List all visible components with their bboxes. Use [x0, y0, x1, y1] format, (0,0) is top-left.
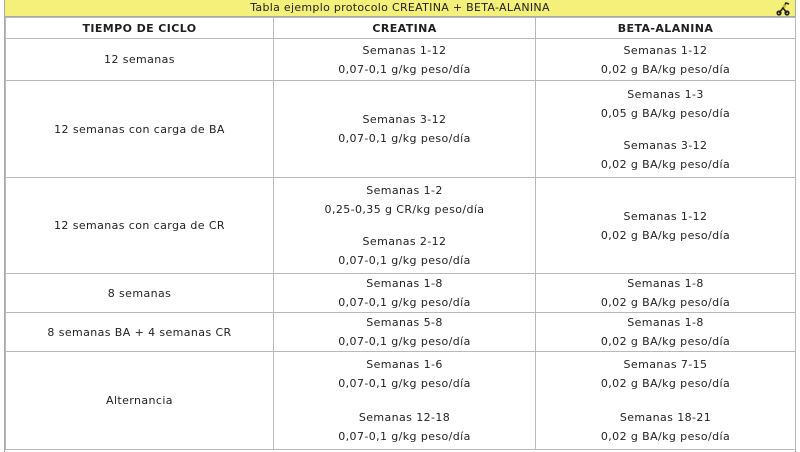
- creatina-dose: 0,07-0,1 g/kg peso/día: [338, 430, 471, 443]
- spacer: [274, 393, 535, 408]
- creatina-cell: [274, 178, 536, 274]
- protocol-table: [5, 17, 796, 450]
- cycle-cell: 12 semanas con carga de BA: [6, 81, 274, 178]
- beta-weeks: Semanas 7-15: [623, 358, 708, 371]
- cycle-cell: 12 semanas con carga de CR: [6, 178, 274, 274]
- table-row: [6, 39, 796, 81]
- scooter-icon[interactable]: [775, 1, 791, 17]
- table-row: [6, 81, 796, 178]
- table-header-row: [6, 18, 796, 39]
- creatina-weeks: Semanas 3-12: [362, 113, 447, 126]
- creatina-dose: 0,07-0,1 g/kg peso/día: [338, 335, 471, 348]
- creatina-dose: 0,07-0,1 g/kg peso/día: [338, 62, 471, 76]
- beta-dose: 0,02 g BA/kg peso/día: [600, 335, 731, 348]
- beta-cell: [536, 313, 796, 352]
- creatina-weeks: Semanas 2-12: [362, 235, 447, 248]
- creatina-cell: [274, 274, 536, 313]
- beta-cell: [536, 81, 796, 178]
- beta-cell: [536, 39, 796, 81]
- creatina-dose: 0,07-0,1 g/kg peso/día: [338, 377, 471, 390]
- beta-cell: [536, 178, 796, 274]
- creatina-dose: 0,07-0,1 g/kg peso/día: [338, 254, 471, 267]
- table-row: [6, 313, 796, 352]
- header-beta-alanina: BETA-ALANINA: [536, 18, 796, 39]
- beta-cell: [536, 352, 796, 450]
- beta-weeks: Semanas 1-8: [627, 277, 704, 290]
- creatina-cell: [274, 81, 536, 178]
- creatina-dose: 0,25-0,35 g CR/kg peso/día: [324, 203, 485, 216]
- creatina-dose: 0,07-0,1 g/kg peso/día: [338, 132, 471, 145]
- table-row: [6, 352, 796, 450]
- creatina-cell: [274, 313, 536, 352]
- cycle-cell: 12 semanas: [6, 39, 274, 81]
- cycle-cell: 8 semanas: [6, 274, 274, 313]
- cycle-cell: Alternancia: [6, 352, 274, 450]
- beta-weeks: Semanas 1-12: [623, 43, 708, 57]
- table-title: [5, 0, 795, 17]
- beta-dose: 0,02 g BA/kg peso/día: [600, 377, 731, 390]
- beta-dose: 0,02 g BA/kg peso/día: [600, 296, 731, 309]
- beta-weeks: Semanas 18-21: [619, 411, 712, 424]
- spacer: [536, 393, 795, 408]
- table-row: [6, 178, 796, 274]
- cycle-cell: 8 semanas BA + 4 semanas CR: [6, 313, 274, 352]
- beta-dose: 0,02 g BA/kg peso/día: [600, 157, 731, 171]
- beta-dose: 0,02 g BA/kg peso/día: [600, 62, 731, 76]
- table-title-text: Tabla ejemplo protocolo CREATINA + BETA-ALANINA: [250, 1, 550, 14]
- creatina-cell: [274, 39, 536, 81]
- beta-dose: 0,02 g BA/kg peso/día: [600, 228, 731, 242]
- creatina-dose: 0,07-0,1 g/kg peso/día: [338, 296, 471, 309]
- header-cycle: TIEMPO DE CICLO: [6, 18, 274, 39]
- creatina-weeks: Semanas 1-6: [366, 358, 443, 371]
- creatina-weeks: Semanas 5-8: [366, 316, 443, 329]
- creatina-weeks: Semanas 1-12: [362, 43, 447, 57]
- creatina-weeks: Semanas 1-2: [366, 184, 443, 197]
- beta-weeks: Semanas 1-3: [627, 87, 704, 101]
- beta-weeks: Semanas 3-12: [623, 138, 708, 152]
- table-row: [6, 274, 796, 313]
- beta-dose: 0,05 g BA/kg peso/día: [600, 106, 731, 120]
- creatina-cell: [274, 352, 536, 450]
- beta-weeks: Semanas 1-8: [627, 316, 704, 329]
- spacer: [536, 123, 795, 136]
- beta-cell: [536, 274, 796, 313]
- beta-weeks: Semanas 1-12: [623, 209, 708, 223]
- creatina-weeks: Semanas 12-18: [358, 411, 451, 424]
- header-creatina: CREATINA: [274, 18, 536, 39]
- spacer: [274, 219, 535, 232]
- creatina-weeks: Semanas 1-8: [366, 277, 443, 290]
- beta-dose: 0,02 g BA/kg peso/día: [600, 430, 731, 443]
- protocol-table-container: [4, 0, 796, 452]
